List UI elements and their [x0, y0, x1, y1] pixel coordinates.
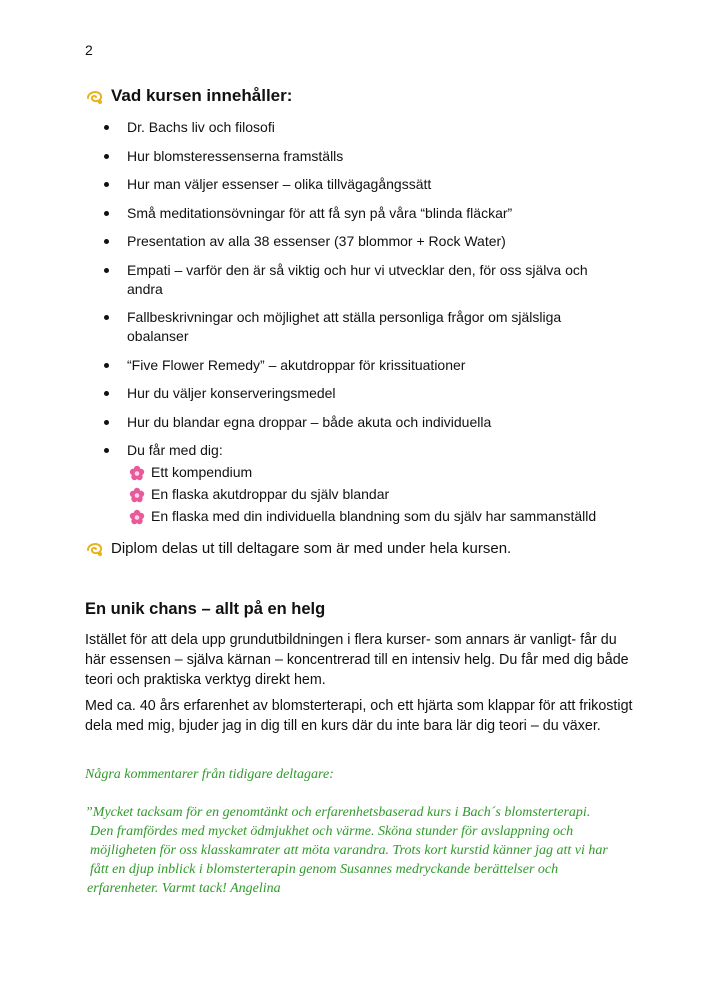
flower-icon — [129, 509, 145, 525]
swirl-icon — [85, 538, 105, 558]
list-item-text: Hur man väljer essenser – olika tillvägagångssätt — [127, 176, 432, 192]
bullet-icon — [104, 182, 109, 187]
testimonial-quote — [85, 803, 645, 898]
bullet-icon — [104, 154, 109, 159]
list-item-text: Presentation av alla 38 essenser (37 blommor + Rock Water) — [127, 233, 506, 249]
list-item-text: Empati – varför den är så viktig och hur vi utvecklar den, för oss själva och andra — [127, 261, 588, 297]
page-number: 2 — [85, 42, 93, 58]
quote-line: ”Mycket tacksam för en genomtänkt och erfarenhetsbaserad kurs i Bach´s blomsterterapi. — [85, 805, 591, 820]
takeaway-text: Ett kompendium — [151, 464, 253, 480]
list-item — [85, 118, 625, 137]
diploma-note — [85, 538, 511, 558]
bullet-icon — [104, 448, 109, 453]
takeaway-item — [129, 485, 625, 504]
bullet-icon — [104, 125, 109, 130]
list-item-text: Hur du blandar egna droppar – både akuta och individuella — [127, 413, 492, 430]
list-item-text: Små meditationsövningar för att få syn på våra “blinda fläckar” — [127, 204, 513, 221]
takeaway-text: En flaska akutdroppar du själv blandar — [151, 486, 390, 502]
list-item — [85, 232, 625, 251]
list-item-text: Hur du väljer konserveringsmedel — [127, 385, 336, 401]
takeaway-item — [129, 463, 625, 482]
contents-heading — [85, 86, 292, 106]
comments-heading: Några kommentarer från tidigare deltagare: — [85, 767, 334, 782]
list-item-text: Dr. Bachs liv och filosofi — [127, 119, 275, 135]
list-item — [85, 204, 625, 223]
list-item-text: Fallbeskrivningar och möjlighet att ställa personliga frågor om själsliga obalanser — [127, 309, 562, 344]
list-item — [85, 147, 625, 166]
takeaway-item — [129, 507, 625, 526]
list-item — [85, 175, 625, 194]
bullet-icon — [104, 315, 109, 320]
bullet-icon — [104, 239, 109, 244]
list-item — [85, 356, 625, 375]
quote-line: möjligheten för oss klasskamrater att möta varandra. Trots kort kurstid känner jag att vi har — [90, 843, 608, 858]
bullet-icon — [104, 363, 109, 368]
bullet-icon — [104, 268, 109, 273]
chance-paragraph-2: Med ca. 40 års erfarenhet av blomsterterapi, och ett hjärta som klappar för att frikostigt dela med mig, bjuder jag in dig till en kurs där du inte bara lär dig teori – du växer. — [85, 698, 633, 734]
bullet-icon — [104, 211, 109, 216]
takeaway-list — [127, 463, 625, 526]
bullet-icon — [104, 391, 109, 396]
list-item-text: Du får med dig: — [127, 442, 223, 458]
list-item — [85, 384, 625, 403]
topic-list — [85, 118, 625, 536]
quote-line: Den framfördes med mycket ödmjukhet och värme. Sköna stunder för avslappning och — [90, 824, 574, 839]
chance-paragraph-1: Istället för att dela upp grundutbildningen i flera kurser- som annars är vanligt- får du här essensen – själva kärnan – koncentrerad till en intensiv helg. Du får med dig både teori och praktiska verktyg direkt hem. — [85, 632, 629, 688]
list-item — [85, 413, 625, 432]
contents-heading-text: Vad kursen innehåller: — [111, 86, 293, 105]
flower-icon — [129, 465, 145, 481]
list-item-text: “Five Flower Remedy” – akutdroppar för krissituationer — [127, 356, 466, 373]
takeaway-text: En flaska med din individuella blandning som du själv har sammanställd — [151, 508, 597, 524]
diploma-text: Diplom delas ut till deltagare som är med under hela kursen. — [111, 539, 512, 557]
quote-line: fått en djup inblick i blomsterterapin genom Susannes medryckande berättelser och — [90, 862, 559, 877]
quote-line: erfarenheter. Varmt tack! Angelina — [87, 881, 281, 896]
swirl-icon — [85, 86, 105, 106]
list-item — [85, 308, 625, 346]
list-item-text: Hur blomsteressenserna framställs — [127, 147, 344, 164]
list-item — [85, 261, 625, 299]
list-item — [85, 441, 625, 526]
chance-heading: En unik chans – allt på en helg — [85, 600, 326, 618]
flower-icon — [129, 487, 145, 503]
bullet-icon — [104, 420, 109, 425]
